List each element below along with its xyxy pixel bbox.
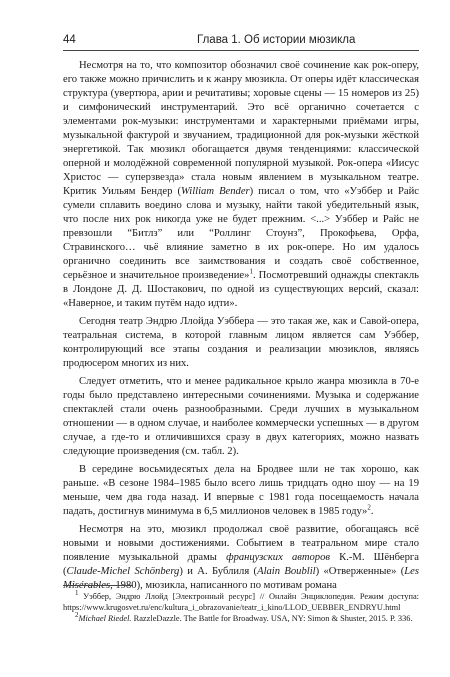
italic-les-miserables: Les Misérables [63, 566, 419, 591]
name-italic: William Bender [181, 186, 250, 197]
paragraph-3: Следует отметить, что и менее радикальное крыло жанра мюзикла в 70-е годы было представлено интересными сочинениями. Музыка и содержание спектаклей стали очень разнообразными. Среди лучших в музыкальном отношении — в одном случае, и наиболее коммерчески успешных — в другом случае, а где-то и отличившихся сразу в двух категориях, можно назвать следующие произведения (см. табл. 2). [63, 376, 419, 457]
header-rule [63, 50, 419, 51]
italic-authors: французских авторов [226, 552, 330, 563]
footnotes [63, 591, 419, 624]
footnote-rule [63, 585, 133, 586]
page-number: 44 [63, 34, 76, 46]
footnote-ref-2[interactable]: 2 [367, 503, 371, 512]
footnote-1: $^1$ Уэббер, Эндрю Ллойд [Электронный ресурс] // Онлайн Энциклопедия. Режим доступа: https://www.krugosvet.ru/enc/kultura_i_obrazovanie/teatr_i_kino/LLOD_UEBBER_ENDRYU.html [63, 589, 419, 612]
paragraph-2: Сегодня театр Эндрю Ллойда Уэббера — это такая же, как и Савой-опера, театральная система, в которой главным лицом является сам Уэббер, контролирующий все этапы создания и реализации мюзиклов, являясь продюсером многих из них. [63, 316, 419, 369]
paragraph-1: Несмотря на то, что композитор обозначил своё сочинение как рок-оперу, его также можно причислить и к жанру мюзикла. От оперы идёт классическая структура (увертюра, арии и речитативы; хоровые сцены — 15 номеров из 25) и симфонический инструментарий. Это всё органично сочетается с элементами рок-музыки: инструментами и характерными приёмами игры, музыкальной фактурой и звучанием, традиционной для рок-музыки жёсткой энергетикой. Так мюзикл обогащается двумя тенденциями: классической оперной и молодёжной современной популярной музыкой. Рок-опера «Иисус Христос — суперзвезда» стала новым явлением в музыкальном театре. Критик Уильям Бендер (William Bender) писал о том, что «Уэббер и Райс сумели сплавить воедино слова и музыку, найти такой убедительный язык, что после них рок никогда уже не будет прежним. <...> Уэббер и Райс не превзошли “Битлз” или “Роллинг Стоунз”, Прокофьева, Орфа, Стравинского… чьё влияние заметно в их рок-опере. Но им удалось органично соединить все заимствования и создать своё собственное, серьёзное и значительное произведение»$^1$. Посмотревший однажды спектакль в Лондоне Д. Д. Шостакович, по одной из существующих версий, сказал: «Наверное, и таким путём надо идти». [63, 60, 419, 309]
footnote-ref-1[interactable]: 1 [249, 267, 253, 276]
italic-boublil: Alain Boublil [257, 566, 316, 577]
chapter-title: Глава 1. Об истории мюзикла [197, 34, 356, 46]
main-text [63, 59, 419, 593]
paragraph-5: Несмотря на это, мюзикл продолжал своё развитие, обогащаясь всё новыми и новыми достижениями. Событием в театральном мире стало появление музыкальной драмы французских авторов К.-М. Шёнберга (Claude-Michel Schönberg) и А. Бублиля (Alain Boublil) «Отверженные» (Les Misérables, 1980), мюзикла, написанного по мотивам романа [63, 524, 419, 591]
italic-schonberg: Claude-Michel Schönberg [66, 566, 180, 577]
paragraph-4: В середине восьмидесятых дела на Бродвее шли не так хорошо, как раньше. «В сезоне 1984–1985 было всего лишь тридцать одно шоу — на 19 меньше, чем два года назад. И впервые с 1981 года посещаемость начала падать, достигнув минимума в 6,5 миллионов человек в 1985 году»$^2$. [63, 464, 419, 517]
footnote-2: $^2$Michael Riedel. RazzleDazzle. The Battle for Broadway. USA, NY: Simon & Shuster, 2015. P. 336. [75, 611, 413, 623]
running-header [63, 28, 419, 48]
